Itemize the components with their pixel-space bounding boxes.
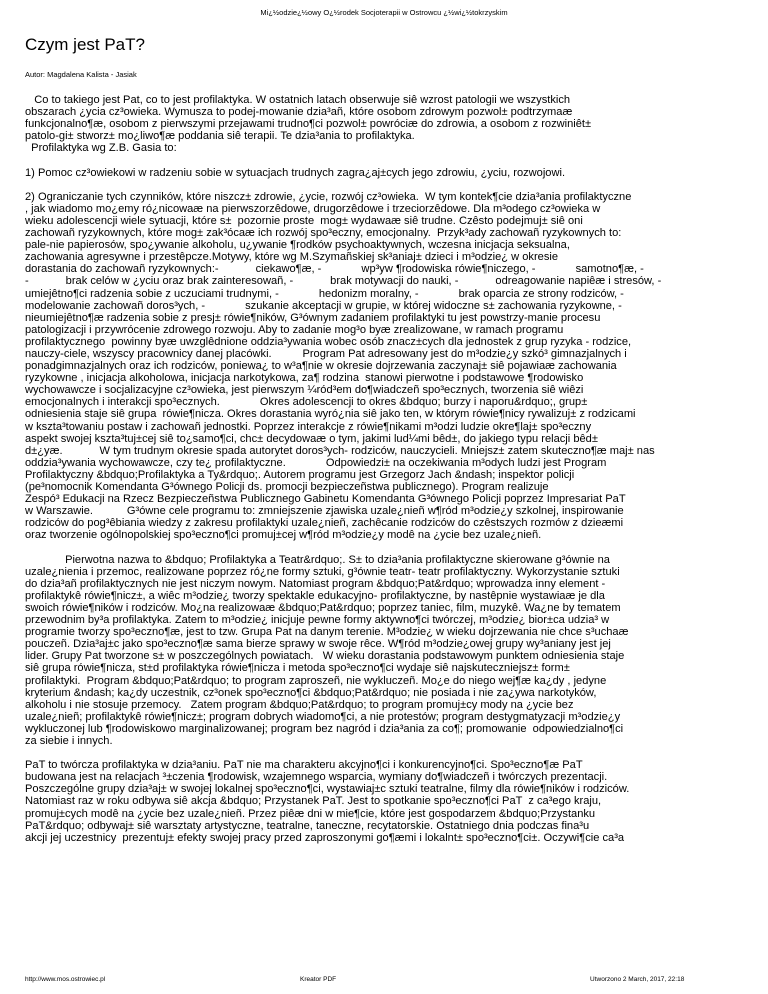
body-line: pale-nie papierosów, spo¿ywanie alkoholu, u¿ywanie ¶rodków psychoaktywnych, wczesna inicjacja seksualna,: [25, 239, 570, 252]
body-line: 2) Ograniczanie tych czynników, które niszcz± zdrowie, ¿ycie, rozwój cz³owieka. W tym kontek¶cie dzia³ania profilaktyczne: [25, 190, 632, 203]
paragraph-gap: [25, 541, 768, 553]
body-line: d±¿yæ. W tym trudnym okresie spada autorytet doros³ych- rodziców, nauczycieli. Mniejsz± zatem skuteczno¶æ maj± nas: [25, 444, 655, 457]
body-line: budowana jest na relacjach ³±czenia ¶rodowisk, wzajemnego wsparcia, wymiany do¶wiadczeñ i twórczych prezentacji.: [25, 771, 608, 784]
body-line: Profilaktyczny &bdquo;Profilaktyka a Ty&rdquo;. Autorem programu jest Grzegorz Jach &ndash; inspektor policji: [25, 468, 575, 481]
footer-url: http://www.mos.ostrowiec.pl: [25, 976, 106, 983]
article-body: [25, 94, 768, 844]
body-line: Poszczególne grupy dzia³aj± w swojej lokalnej spo³eczno¶ci, wystawiaj±c sztuki teatralne, filmy dla rówie¶ników i rodziców.: [25, 783, 630, 796]
body-line: odniesienia staje siê grupa rówie¶nicza. Okres dorastania wyró¿nia siê jako ten, w którym rówie¶nicy rywalizuj± z rodzicami: [25, 408, 636, 421]
article-author: Autor: Magdalena Kalista - Jasiak: [25, 70, 137, 79]
body-line: wieku adolescencji wiele sytuacji, które s± pozornie proste mog± wydawaæ siê trudne. Czêsto podejmuj± siê oni: [25, 214, 583, 227]
body-line: zachowania agresywne i przestêpcze.Motywy, które wg M.Szymañskiej sk³aniaj± dzieci i m³odzie¿ w okresie: [25, 251, 559, 264]
body-line: 1) Pomoc cz³owiekowi w radzeniu sobie w sytuacjach trudnych zagra¿aj±cych jego zdrowiu, ¿yciu, rozwojowi.: [25, 166, 566, 179]
body-line: dorastania do zachowañ ryzykownych:- ciekawo¶æ, - wp³yw ¶rodowiska rówie¶niczego, - samotno¶æ, -: [25, 263, 644, 276]
paragraph-gap: [25, 154, 768, 166]
body-line: swoich rówie¶ników i rodziców. Mo¿na realizowaæ &bdquo;Pat&rdquo; poprzez taniec, film, muzykê. Wa¿ne by tematem: [25, 601, 621, 614]
body-line: lider. Grupy Pat tworzone s± w poszczególnych powiatach. W wieku dorastania podstawowym punktem odniesienia staje: [25, 650, 625, 663]
body-line: do dzia³añ profilaktycznych nie jest niczym nowym. Natomiast program &bdquo;Pat&rdquo; wprowadza inny element -: [25, 577, 606, 590]
body-line: profilaktycznego powinny byæ uwzglêdnione oddzia³ywania wobec osób znacz±cych dla jednostek z grup ryzyka - rodzice,: [25, 335, 632, 348]
body-line: - brak celów w ¿yciu oraz brak zainteresowañ, - brak motywacji do nauki, - odreagowanie napiêæ i stresów, -: [25, 275, 662, 288]
body-line: nauczy-ciele, wszyscy pracownicy danej placówki. Program Pat adresowany jest do m³odzie¿y szkó³ gimnazjalnych i: [25, 347, 627, 360]
body-line: funkcjonalno¶æ, osobom z pierwszymi przejawami trudno¶ci pozwol± powróciæ do zdrowia, a osobom z rozwiniêt±: [25, 118, 592, 131]
body-line: Zespó³ Edukacji na Rzecz Bezpieczeñstwa Publicznego Gabinetu Komendanta G³ównego Policji poprzez Impresariat PaT: [25, 493, 626, 506]
body-line: za siebie i innych.: [25, 734, 113, 747]
body-line: , jak wiadomo mo¿emy ró¿nicowaæ na pierwszorzêdowe, drugorzêdowe i trzeciorzêdowe. Dla m³odego cz³owieka w: [25, 202, 601, 215]
body-line: oraz tworzenie ogólnopolskiej spo³eczno¶ci promuj±cej w¶ród m³odzie¿y modê na ¿ycie bez uzale¿nieñ.: [25, 529, 542, 542]
body-line: alkoholu i nie stosuje przemocy. Zatem program &bdquo;Pat&rdquo; to program promuj±cy mody na ¿ycie bez: [25, 698, 574, 711]
body-line: kryterium &ndash; ka¿dy uczestnik, cz³onek spo³eczno¶ci &bdquo;Pat&rdquo; nie posiada i nie za¿ywa narkotyków,: [25, 686, 597, 699]
body-line: emocjonalnych i interakcji spo³ecznych. Okres adolescencji to okres &bdquo; burzy i naporu&rdquo;, grup±: [25, 396, 588, 409]
body-line: promuj±cych modê na ¿ycie bez uzale¿nieñ. Przez piêæ dni w mie¶cie, które jest gospodarzem &bdquo;Przystanku: [25, 807, 596, 820]
body-line: Pierwotna nazwa to &bdquo; Profilaktyka a Teatr&rdquo;. S± to dzia³ania profilaktyczne skierowane g³ównie na: [25, 553, 610, 566]
body-line: uzale¿nieñ; profilaktykê rówie¶nicz±; program dobrych wiadomo¶ci, a nie protestów; program destygmatyzacji m³odzie¿y: [25, 710, 621, 723]
body-line: Natomiast raz w roku odbywa siê akcja &bdquo; Przystanek PaT. Jest to spotkanie spo³eczno¶ci PaT z ca³ego kraju,: [25, 795, 602, 808]
body-line: (pe³nomocnik Komendanta G³ównego Policji ds. promocji bezpieczeñstwa publicznego). Program realizuje: [25, 481, 549, 493]
body-line: PaT&rdquo; odbywaj± siê warsztaty artystyczne, teatralne, taneczne, recytatorskie. Ostatniego dnia podczas fina³u: [25, 819, 590, 832]
body-line: wykluczonej lub ¶rodowiskowo marginalizowanej; program bez nagród i dzia³ania za co¶; promowanie odpowiedzialno¶ci: [25, 722, 624, 735]
paragraph-gap: [25, 179, 768, 191]
body-line: wychowawcze i socjalizacyjne cz³owieka, jest pierwszym ¼ród³em do¶wiadczeñ spo³ecznych, tworzenia siê wiêzi: [25, 384, 584, 397]
page-header: Mi¿½odzie¿½owy O¿½rodek Socjoterapii w Ostrowcu ¿½wi¿½tokrzyskim: [260, 8, 508, 17]
body-line: Co to takiego jest Pat, co to jest profilaktyka. W ostatnich latach obserwuje siê wzrost patologii we wszystkich: [25, 94, 571, 106]
body-line: PaT to twórcza profilaktyka w dzia³aniu. PaT nie ma charakteru akcyjno¶ci i konkurencyjno¶ci. Spo³eczno¶æ PaT: [25, 759, 583, 772]
body-line: w kszta³towaniu postaw i zachowañ jednostki. Poprzez interakcje z rówie¶nikami m³odzi ludzie okre¶laj± spo³eczny: [25, 420, 592, 433]
body-line: oddzia³ywania wychowawcze, czy te¿ profilaktyczne. Odpowiedzi± na oczekiwania m³odych ludzi jest Program: [25, 456, 607, 469]
body-line: programie tworzy spo³eczno¶æ, jest to tzw. Grupa Pat na danym terenie. M³odzie¿ w wieku dojrzewania nie chce s³uchaæ: [25, 626, 629, 639]
body-line: akcji jej uczestnicy prezentuj± efekty swojej pracy przed zaproszonymi go¶æmi i lokalnt± spo³eczno¶ci±. Oczywi¶cie ca³a: [25, 831, 625, 844]
body-line: ponadgimnazjalnych oraz ich rodziców, poniewa¿ to w³a¶nie w okresie dojrzewania zaczynaj± siê pojawiaæ zachowania: [25, 360, 617, 373]
body-line: profilaktykê rówie¶nicz±, a wiêc m³odzie¿ tworzy spektakle edukacyjno- profilaktyczne, by nastêpnie wystawiaæ je dla: [25, 589, 605, 602]
body-line: ryzykowne , inicjacja alkoholowa, inicjacja narkotykowa, za¶ rodzina stanowi pierwotne i podstawowe ¶rodowisko: [25, 372, 584, 385]
body-line: siê grupa rówie¶nicza, st±d profilaktyka rówie¶nicza i metoda spo³eczno¶ci wydaje siê najskuteczniejsz± form±: [25, 662, 570, 675]
body-line: zachowañ ryzykownych, które mog± zak³ócaæ ich rozwój spo³eczny, emocjonalny. Przyk³ady zachowañ ryzykownych to:: [25, 227, 622, 240]
body-line: umiejêtno¶ci radzenia sobie z uczuciami trudnymi, - hedonizm moralny, - brak oparcia ze strony rodziców, -: [25, 287, 624, 300]
footer-created: Utworzono 2 March, 2017, 22:18: [590, 976, 685, 983]
body-line: uzale¿nienia i przemoc, realizowane poprzez ró¿ne formy sztuki, g³ównie teatr- teatr profilaktyczny. Wykorzystanie sztuki: [25, 565, 620, 578]
body-line: rodziców do pog³êbiania wiedzy z zakresu profilaktyki uzale¿nieñ, zachêcanie rodziców do czêstszych rozmów z dzieæmi: [25, 517, 624, 530]
body-line: profilaktyki. Program &bdquo;Pat&rdquo; to program zaproszeñ, nie wykluczeñ. Mo¿e do niego wej¶æ ka¿dy , jedyne: [25, 674, 607, 687]
body-line: Profilaktyka wg Z.B. Gasia to:: [25, 142, 177, 155]
body-line: w Warszawie. G³ówne cele programu to: zmniejszenie zjawiska uzale¿nieñ w¶ród m³odzie¿y szkolnej, inspirowanie: [25, 505, 624, 518]
body-line: nieumiejêtno¶æ radzenia sobie z presj± rówie¶ników, G³ównym zadaniem profilaktyki tu jest powstrzy-manie procesu: [25, 311, 601, 324]
paragraph-gap: [25, 747, 768, 759]
body-line: obszarach ¿ycia cz³owieka. Wymusza to podej-mowanie dzia³añ, które osobom zdrowym pozwol± podtrzymaæ: [25, 106, 573, 119]
body-line: modelowanie zachowañ doros³ych, - szukanie akceptacji w grupie, w której widoczne s± zachowania ryzykowne, -: [25, 299, 622, 312]
body-line: patologizacji i przywrócenie zdrowego rozwoju. Aby to zadanie mog³o byæ zrealizowane, w ramach programu: [25, 323, 564, 336]
footer-generator: Kreator PDF: [300, 976, 337, 983]
article-title: Czym jest PaT?: [25, 35, 145, 54]
body-line: aspekt swojej kszta³tuj±cej siê to¿samo¶ci, chc± decydowaæ o tym, jakimi lud¼mi bêd±, do jakiego typu relacji bêd±: [25, 432, 598, 445]
body-line: przewodnim by³a profilaktyka. Zatem to m³odzie¿ inicjuje pewne formy aktywno¶ci twórczej, m³odzie¿ bior±ca udzia³ w: [25, 614, 610, 627]
body-line: pouczeñ. Dzia³aj±c jako spo³eczno¶æ sama bierze sprawy w swoje rêce. W¶ród m³odzie¿owej grupy wy³aniany jest jej: [25, 638, 611, 651]
body-line: patolo-gi± stworz± mo¿liwo¶æ poddania siê terapii. Te dzia³ania to profilaktyka.: [25, 130, 415, 143]
